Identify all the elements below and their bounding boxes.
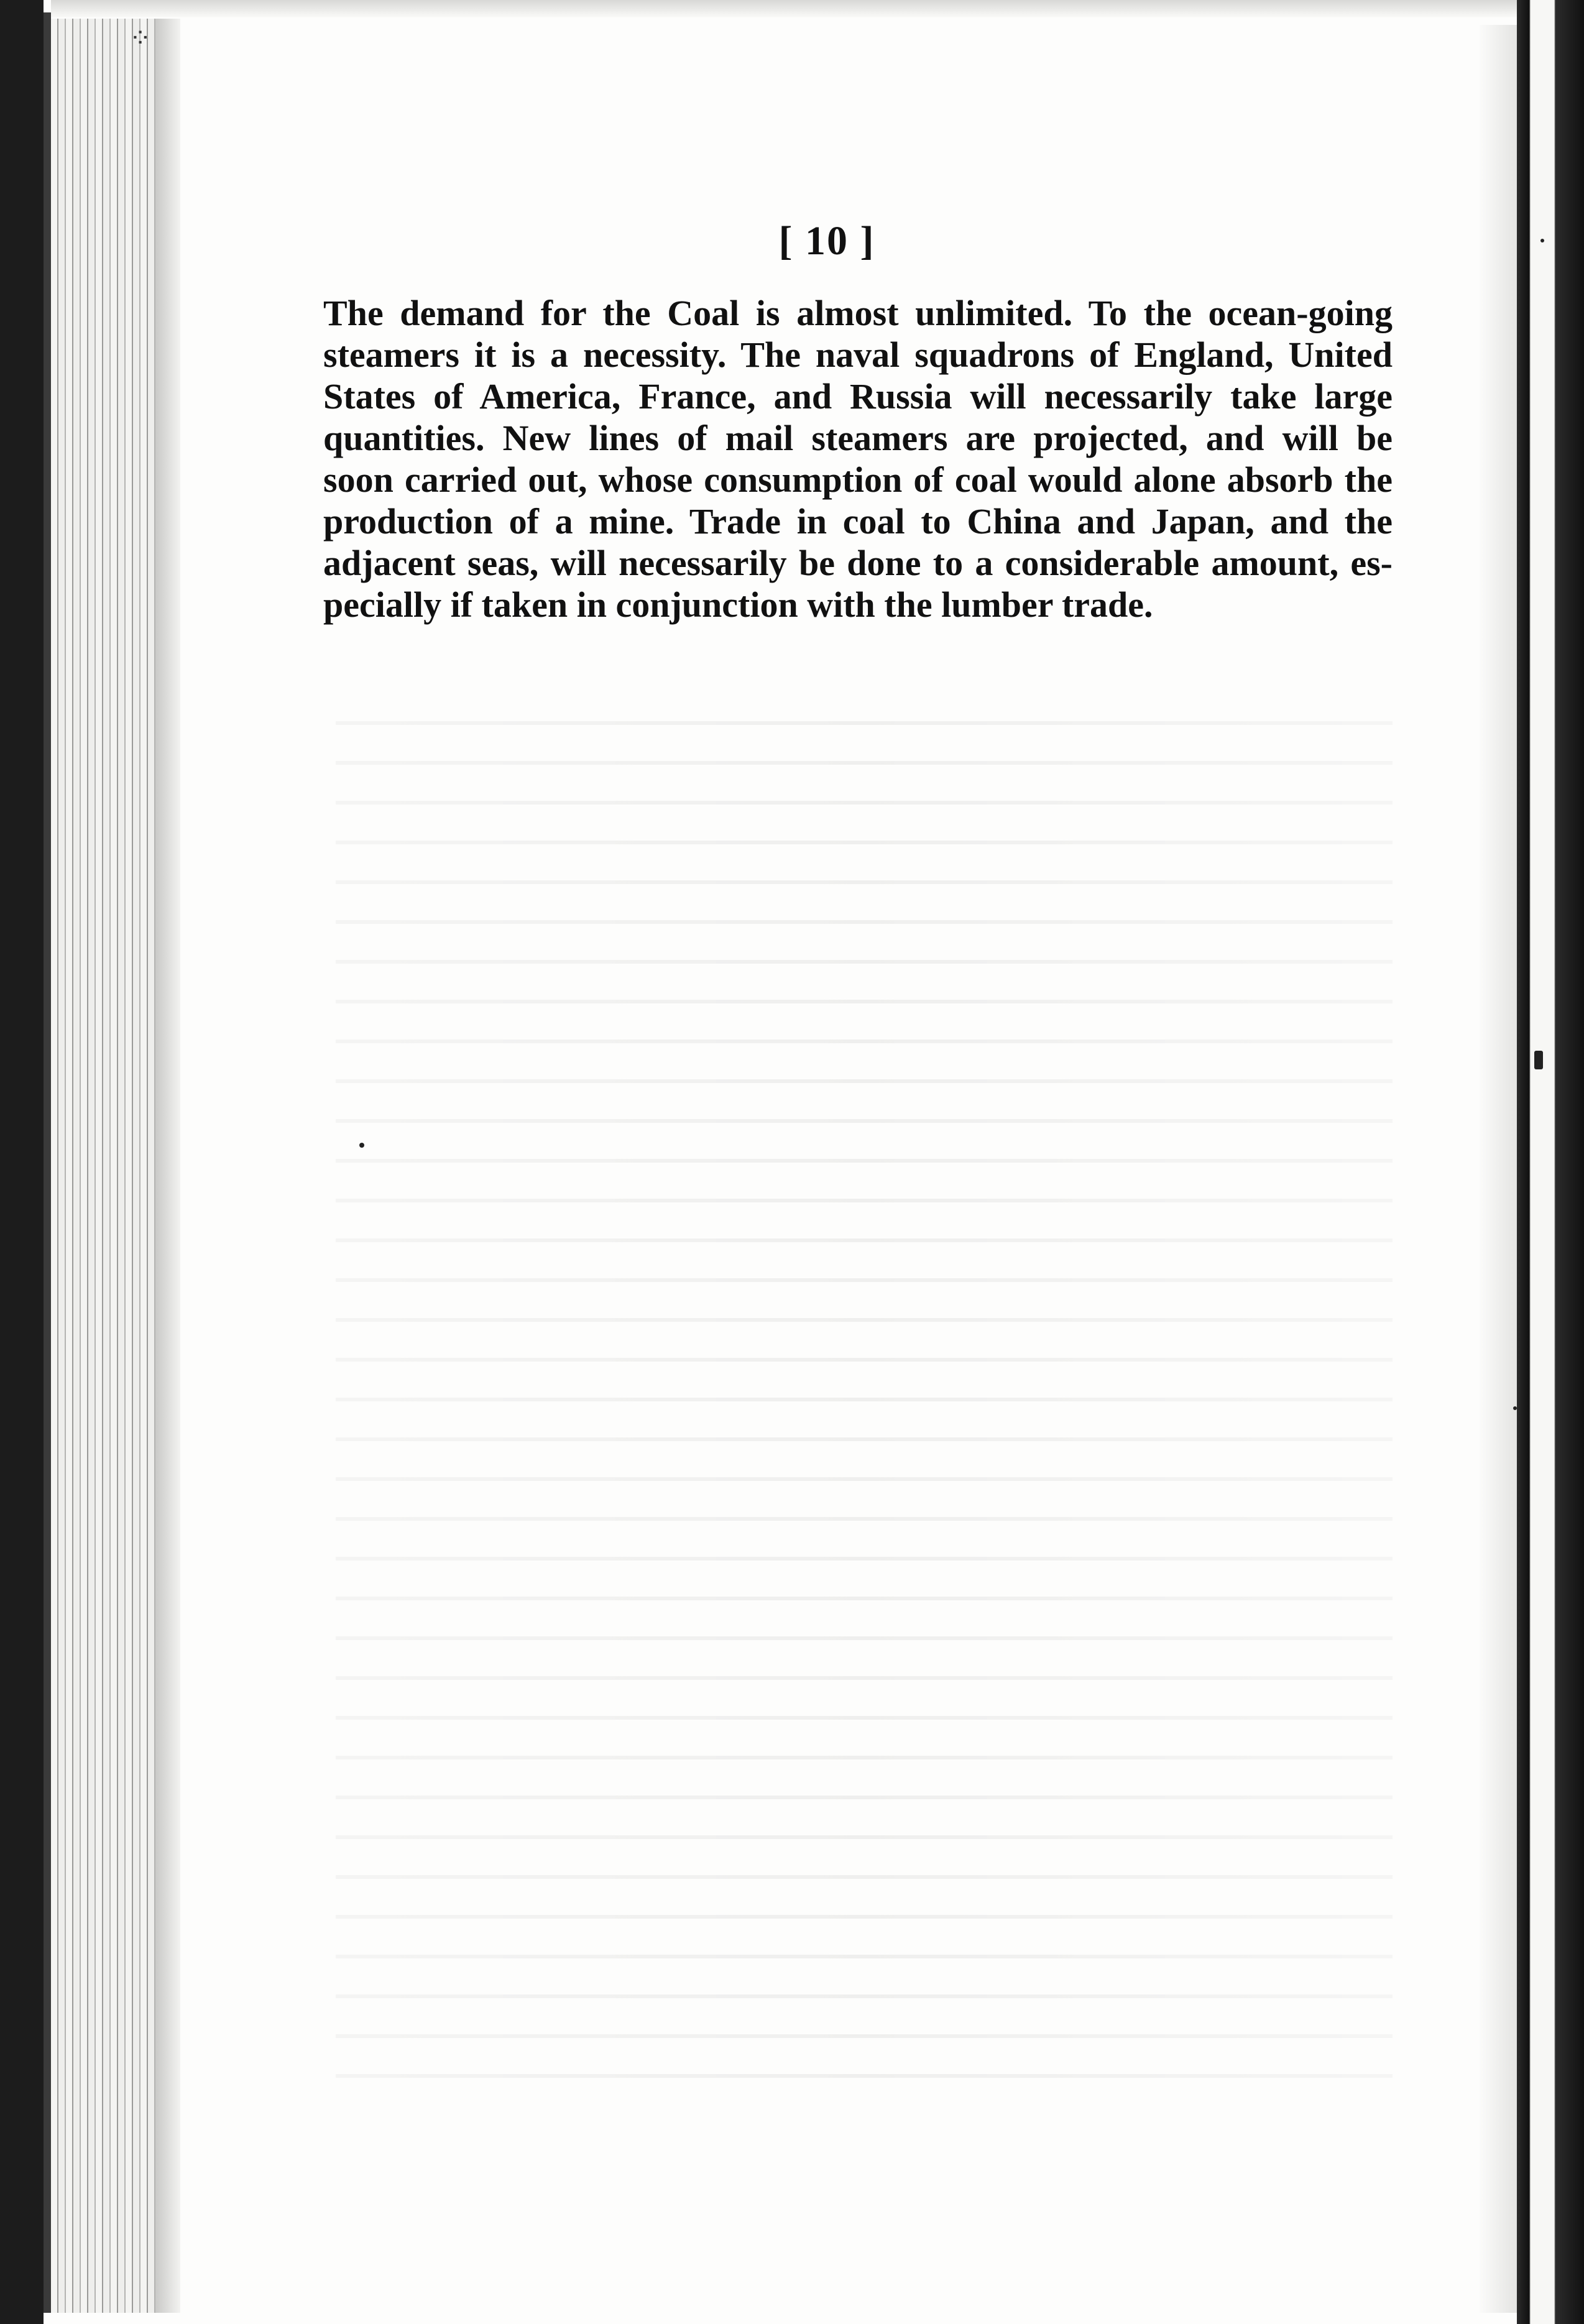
- ink-speck: [359, 1143, 364, 1148]
- paragraph-line: The demand for the Coal is almost unlimited. To the ocean-going: [323, 293, 1393, 333]
- ink-speck: [1534, 1051, 1543, 1069]
- scan-left-border: [0, 0, 44, 2324]
- paragraph-line: quantities. New lines of mail steamers are projected, and will be: [323, 418, 1393, 458]
- page-stack-shadow: [155, 19, 180, 2313]
- paragraph-line: steamers it is a necessity. The naval squadrons of England, United: [323, 334, 1393, 375]
- ink-speck: [1513, 1406, 1517, 1410]
- scan-left-border-inner: [44, 12, 51, 2313]
- page-gutter-shadow: [1480, 25, 1517, 2313]
- paragraph-line: adjacent seas, will necessarily be done to a considerable amount, es-: [323, 543, 1393, 583]
- paragraph-line: pecially if taken in conjunction with the lumber trade.: [323, 584, 1153, 625]
- bleed-through-text: [336, 721, 1393, 2114]
- ink-speck: [1540, 239, 1544, 242]
- paragraph-line: States of America, France, and Russia will necessarily take large: [323, 376, 1393, 417]
- page-number: [ 10 ]: [778, 218, 875, 264]
- paragraph-line: production of a mine. Trade in coal to China and Japan, and the: [323, 501, 1393, 542]
- paragraph-line: soon carried out, whose consumption of coal would alone absorb the: [323, 459, 1393, 500]
- body-paragraph: [323, 292, 1393, 625]
- page-stack-edges: [51, 19, 169, 2313]
- scan-top-edge: [51, 0, 1517, 17]
- corner-smudge-icon: ⁘: [129, 22, 152, 53]
- facing-page-edge: [1517, 0, 1584, 2324]
